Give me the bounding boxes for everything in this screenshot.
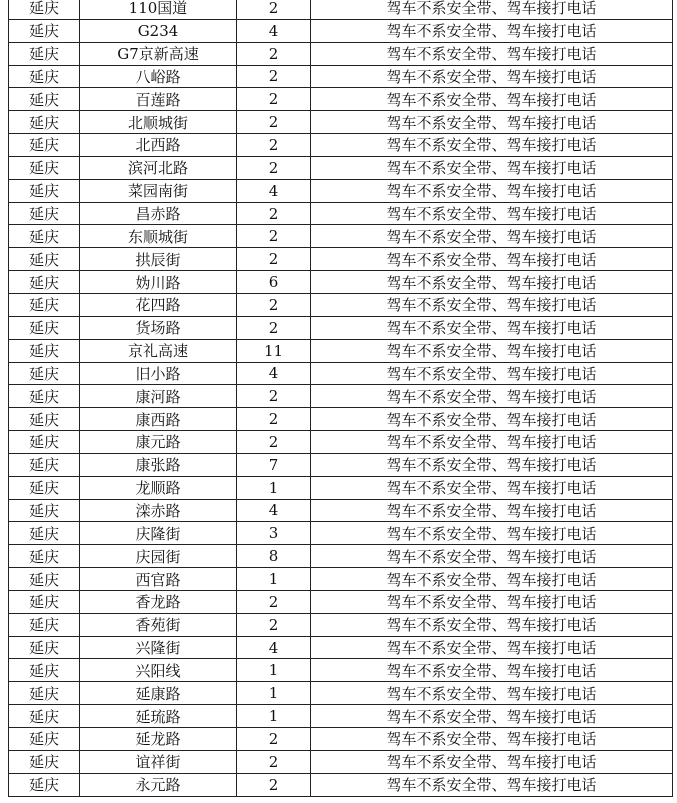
table-row (9, 705, 673, 728)
table-row (9, 385, 673, 408)
table-row (9, 293, 673, 316)
district-cell: 延庆 (9, 568, 80, 591)
district-cell: 延庆 (9, 499, 80, 522)
table-row (9, 271, 673, 294)
district-cell: 延庆 (9, 453, 80, 476)
violation-cell: 驾车不系安全带、驾车接打电话 (311, 339, 673, 362)
table-row (9, 728, 673, 751)
count-cell: 7 (237, 453, 311, 476)
road-cell: 永元路 (80, 773, 237, 796)
road-cell: 康西路 (80, 408, 237, 431)
count-cell: 4 (237, 179, 311, 202)
table-row (9, 42, 673, 65)
count-cell: 4 (237, 19, 311, 42)
violation-cell: 驾车不系安全带、驾车接打电话 (311, 0, 673, 19)
count-cell: 2 (237, 134, 311, 157)
violation-cell: 驾车不系安全带、驾车接打电话 (311, 522, 673, 545)
count-cell: 2 (237, 42, 311, 65)
violation-cell: 驾车不系安全带、驾车接打电话 (311, 271, 673, 294)
table-row (9, 773, 673, 796)
count-cell: 1 (237, 476, 311, 499)
district-cell: 延庆 (9, 225, 80, 248)
district-cell: 延庆 (9, 0, 80, 19)
table-row (9, 682, 673, 705)
district-cell: 延庆 (9, 476, 80, 499)
count-cell: 4 (237, 636, 311, 659)
table-row (9, 339, 673, 362)
violation-cell: 驾车不系安全带、驾车接打电话 (311, 134, 673, 157)
violation-cell: 驾车不系安全带、驾车接打电话 (311, 682, 673, 705)
count-cell: 2 (237, 590, 311, 613)
violation-cell: 驾车不系安全带、驾车接打电话 (311, 19, 673, 42)
road-cell: 香苑街 (80, 613, 237, 636)
count-cell: 11 (237, 339, 311, 362)
road-cell: 兴隆街 (80, 636, 237, 659)
violation-cell: 驾车不系安全带、驾车接打电话 (311, 636, 673, 659)
count-cell: 1 (237, 705, 311, 728)
road-cell: 香龙路 (80, 590, 237, 613)
count-cell: 8 (237, 545, 311, 568)
district-cell: 延庆 (9, 728, 80, 751)
table-row (9, 0, 673, 19)
violation-cell: 驾车不系安全带、驾车接打电话 (311, 613, 673, 636)
table-row (9, 522, 673, 545)
table-row (9, 65, 673, 88)
road-cell: 谊祥街 (80, 750, 237, 773)
table-row (9, 134, 673, 157)
road-cell: 八峪路 (80, 65, 237, 88)
violation-table (8, 0, 673, 797)
district-cell: 延庆 (9, 590, 80, 613)
district-cell: 延庆 (9, 362, 80, 385)
violation-cell: 驾车不系安全带、驾车接打电话 (311, 499, 673, 522)
district-cell: 延庆 (9, 248, 80, 271)
road-cell: 延康路 (80, 682, 237, 705)
road-cell: 110国道 (80, 0, 237, 19)
violation-cell: 驾车不系安全带、驾车接打电话 (311, 453, 673, 476)
violation-cell: 驾车不系安全带、驾车接打电话 (311, 659, 673, 682)
count-cell: 1 (237, 568, 311, 591)
violation-cell: 驾车不系安全带、驾车接打电话 (311, 750, 673, 773)
violation-cell: 驾车不系安全带、驾车接打电话 (311, 431, 673, 454)
road-cell: G234 (80, 19, 237, 42)
district-cell: 延庆 (9, 339, 80, 362)
violation-cell: 驾车不系安全带、驾车接打电话 (311, 293, 673, 316)
count-cell: 2 (237, 0, 311, 19)
table-row (9, 88, 673, 111)
violation-cell: 驾车不系安全带、驾车接打电话 (311, 225, 673, 248)
road-cell: 龙顺路 (80, 476, 237, 499)
district-cell: 延庆 (9, 545, 80, 568)
table-row (9, 750, 673, 773)
count-cell: 2 (237, 773, 311, 796)
table-row (9, 408, 673, 431)
road-cell: 康河路 (80, 385, 237, 408)
violation-cell: 驾车不系安全带、驾车接打电话 (311, 248, 673, 271)
district-cell: 延庆 (9, 773, 80, 796)
table-row (9, 225, 673, 248)
district-cell: 延庆 (9, 385, 80, 408)
violation-cell: 驾车不系安全带、驾车接打电话 (311, 728, 673, 751)
road-cell: 康元路 (80, 431, 237, 454)
count-cell: 1 (237, 682, 311, 705)
road-cell: 延龙路 (80, 728, 237, 751)
violation-table-body (9, 0, 673, 796)
count-cell: 2 (237, 316, 311, 339)
district-cell: 延庆 (9, 111, 80, 134)
table-row (9, 431, 673, 454)
table-row (9, 362, 673, 385)
violation-cell: 驾车不系安全带、驾车接打电话 (311, 568, 673, 591)
table-row (9, 590, 673, 613)
table-row (9, 453, 673, 476)
district-cell: 延庆 (9, 202, 80, 225)
count-cell: 2 (237, 65, 311, 88)
district-cell: 延庆 (9, 134, 80, 157)
count-cell: 4 (237, 362, 311, 385)
road-cell: 东顺城街 (80, 225, 237, 248)
district-cell: 延庆 (9, 19, 80, 42)
district-cell: 延庆 (9, 271, 80, 294)
count-cell: 2 (237, 431, 311, 454)
road-cell: 京礼高速 (80, 339, 237, 362)
table-row (9, 202, 673, 225)
road-cell: 花四路 (80, 293, 237, 316)
violation-cell: 驾车不系安全带、驾车接打电话 (311, 476, 673, 499)
violation-cell: 驾车不系安全带、驾车接打电话 (311, 179, 673, 202)
road-cell: 滨河北路 (80, 156, 237, 179)
road-cell: 货场路 (80, 316, 237, 339)
count-cell: 2 (237, 156, 311, 179)
district-cell: 延庆 (9, 636, 80, 659)
count-cell: 2 (237, 202, 311, 225)
violation-cell: 驾车不系安全带、驾车接打电话 (311, 408, 673, 431)
road-cell: 庆园街 (80, 545, 237, 568)
table-row (9, 636, 673, 659)
table-row (9, 613, 673, 636)
count-cell: 2 (237, 293, 311, 316)
table-row (9, 111, 673, 134)
table-row (9, 156, 673, 179)
count-cell: 2 (237, 111, 311, 134)
count-cell: 2 (237, 225, 311, 248)
road-cell: 兴阳线 (80, 659, 237, 682)
district-cell: 延庆 (9, 613, 80, 636)
count-cell: 6 (237, 271, 311, 294)
count-cell: 2 (237, 385, 311, 408)
road-cell: 北顺城街 (80, 111, 237, 134)
count-cell: 2 (237, 248, 311, 271)
table-row (9, 568, 673, 591)
count-cell: 2 (237, 750, 311, 773)
road-cell: 妫川路 (80, 271, 237, 294)
violation-cell: 驾车不系安全带、驾车接打电话 (311, 385, 673, 408)
violation-cell: 驾车不系安全带、驾车接打电话 (311, 111, 673, 134)
violation-cell: 驾车不系安全带、驾车接打电话 (311, 773, 673, 796)
district-cell: 延庆 (9, 408, 80, 431)
district-cell: 延庆 (9, 156, 80, 179)
table-row (9, 316, 673, 339)
violation-cell: 驾车不系安全带、驾车接打电话 (311, 156, 673, 179)
count-cell: 3 (237, 522, 311, 545)
road-cell: 北西路 (80, 134, 237, 157)
violation-cell: 驾车不系安全带、驾车接打电话 (311, 42, 673, 65)
road-cell: 滦赤路 (80, 499, 237, 522)
district-cell: 延庆 (9, 522, 80, 545)
count-cell: 2 (237, 408, 311, 431)
district-cell: 延庆 (9, 431, 80, 454)
district-cell: 延庆 (9, 659, 80, 682)
count-cell: 2 (237, 88, 311, 111)
district-cell: 延庆 (9, 65, 80, 88)
district-cell: 延庆 (9, 682, 80, 705)
road-cell: 百莲路 (80, 88, 237, 111)
table-row (9, 545, 673, 568)
road-cell: 拱辰街 (80, 248, 237, 271)
count-cell: 4 (237, 499, 311, 522)
violation-cell: 驾车不系安全带、驾车接打电话 (311, 88, 673, 111)
road-cell: 昌赤路 (80, 202, 237, 225)
district-cell: 延庆 (9, 705, 80, 728)
road-cell: G7京新高速 (80, 42, 237, 65)
table-row (9, 476, 673, 499)
road-cell: 菜园南街 (80, 179, 237, 202)
road-cell: 西官路 (80, 568, 237, 591)
table-row (9, 659, 673, 682)
count-cell: 2 (237, 728, 311, 751)
district-cell: 延庆 (9, 750, 80, 773)
district-cell: 延庆 (9, 42, 80, 65)
table-row (9, 248, 673, 271)
road-cell: 康张路 (80, 453, 237, 476)
count-cell: 2 (237, 613, 311, 636)
district-cell: 延庆 (9, 179, 80, 202)
violation-cell: 驾车不系安全带、驾车接打电话 (311, 590, 673, 613)
table-row (9, 179, 673, 202)
violation-cell: 驾车不系安全带、驾车接打电话 (311, 545, 673, 568)
table-row (9, 19, 673, 42)
road-cell: 旧小路 (80, 362, 237, 385)
violation-cell: 驾车不系安全带、驾车接打电话 (311, 202, 673, 225)
count-cell: 1 (237, 659, 311, 682)
table-row (9, 499, 673, 522)
violation-cell: 驾车不系安全带、驾车接打电话 (311, 362, 673, 385)
district-cell: 延庆 (9, 316, 80, 339)
violation-cell: 驾车不系安全带、驾车接打电话 (311, 316, 673, 339)
violation-cell: 驾车不系安全带、驾车接打电话 (311, 705, 673, 728)
district-cell: 延庆 (9, 88, 80, 111)
road-cell: 延琉路 (80, 705, 237, 728)
violation-cell: 驾车不系安全带、驾车接打电话 (311, 65, 673, 88)
road-cell: 庆隆街 (80, 522, 237, 545)
district-cell: 延庆 (9, 293, 80, 316)
